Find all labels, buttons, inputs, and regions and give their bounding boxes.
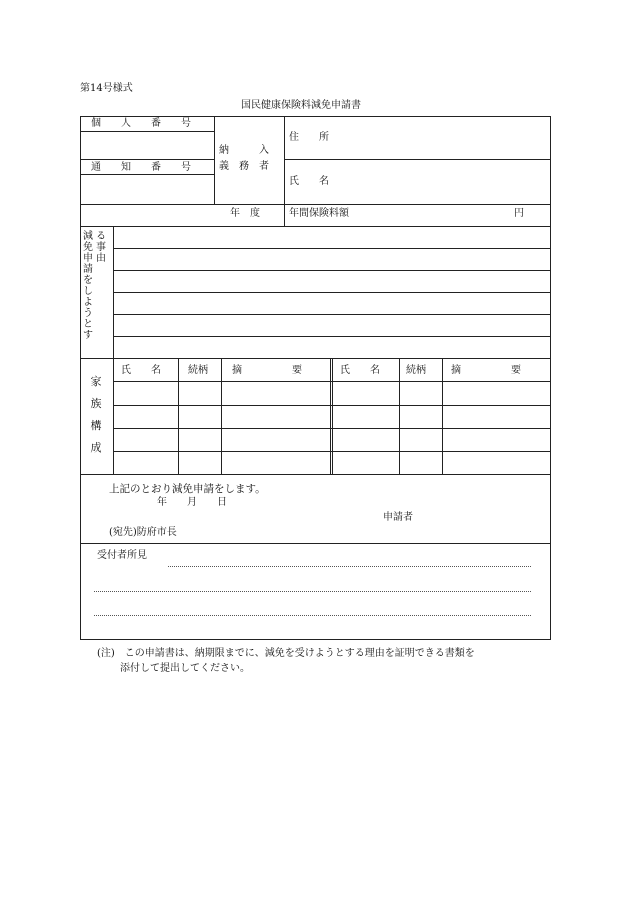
fiscal-year-field[interactable]	[84, 207, 224, 224]
notice-number-field[interactable]	[83, 176, 212, 202]
family-col-relation-right: 続柄	[406, 365, 426, 376]
reason-row-line-2	[113, 270, 550, 271]
declaration-statement: 上記のとおり減免申請をします。	[109, 483, 266, 495]
reason-line-4-field[interactable]	[116, 295, 548, 312]
divider-taxpayer-col	[284, 116, 285, 226]
name-label: 氏 名	[289, 176, 329, 187]
family-composition-label: 家族構成	[90, 375, 102, 454]
divider-reason-label	[113, 226, 114, 474]
address-field[interactable]	[345, 120, 545, 156]
applicant-label: 申請者	[383, 512, 413, 523]
divider-number-col	[214, 116, 215, 204]
addressee: (宛先)防府市長	[109, 527, 177, 538]
line-above-fiscal-year-row	[80, 204, 550, 205]
document-title: 国民健康保険料減免申請書	[241, 100, 361, 111]
line-between-address-name	[284, 159, 550, 160]
family-entry-rows[interactable]	[115, 383, 549, 473]
reason-line-5-field[interactable]	[116, 317, 548, 334]
line-above-reception	[80, 543, 550, 544]
line-above-declaration	[80, 474, 550, 475]
taxpayer-label-line2: 義 務 者	[219, 161, 269, 172]
reason-row-line-3	[113, 292, 550, 293]
note-line-2: 添付して提出してください。	[120, 663, 250, 674]
reason-label-right-column: る事由	[96, 231, 106, 264]
yen-unit: 円	[514, 208, 524, 219]
outer-left-border	[80, 116, 81, 639]
reason-line-1-field[interactable]	[116, 229, 548, 246]
note-line-1: (注) この申請書は、納期限までに、減免を受けようとする理由を証明できる書類を	[97, 648, 475, 659]
notice-number-label: 通 知 番 号	[91, 162, 191, 173]
family-col-name-left: 氏 名	[121, 365, 161, 376]
outer-bottom-border	[80, 639, 551, 640]
address-label: 住 所	[289, 132, 329, 143]
reception-comments-field[interactable]	[94, 556, 531, 622]
family-col-remarks-right: 摘 要	[451, 365, 521, 376]
annual-premium-field[interactable]	[360, 207, 510, 224]
fiscal-year-label: 年 度	[230, 208, 260, 219]
reason-row-line-1	[113, 248, 550, 249]
outer-top-border	[80, 116, 551, 117]
line-above-reason-section	[80, 226, 550, 227]
family-col-relation-left: 続柄	[188, 365, 208, 376]
taxpayer-label-line1: 納 入	[219, 145, 269, 156]
individual-number-label: 個 人 番 号	[91, 118, 191, 129]
line-above-family-section	[80, 358, 550, 359]
taxpayer-name-field[interactable]	[345, 163, 545, 201]
reason-line-3-field[interactable]	[116, 273, 548, 290]
line-under-individual-number-label	[80, 131, 214, 132]
annual-premium-label: 年間保険料額	[289, 208, 349, 219]
line-above-notice-number	[80, 159, 214, 160]
reason-label-left-column: 減免申請をしようとす	[83, 231, 93, 341]
reason-line-6-field[interactable]	[116, 339, 548, 356]
reason-line-2-field[interactable]	[116, 251, 548, 268]
family-col-name-right: 氏 名	[340, 365, 380, 376]
reception-label: 受付者所見	[97, 550, 147, 561]
individual-number-field[interactable]	[83, 133, 212, 157]
family-col-remarks-left: 摘 要	[232, 365, 302, 376]
line-under-notice-number-label	[80, 174, 214, 175]
reason-row-line-4	[113, 314, 550, 315]
form-number: 第14号様式	[80, 83, 133, 94]
reason-row-line-5	[113, 336, 550, 337]
outer-right-border	[550, 116, 551, 639]
applicant-field[interactable]	[420, 510, 545, 526]
declaration-date: 年 月 日	[157, 497, 227, 508]
